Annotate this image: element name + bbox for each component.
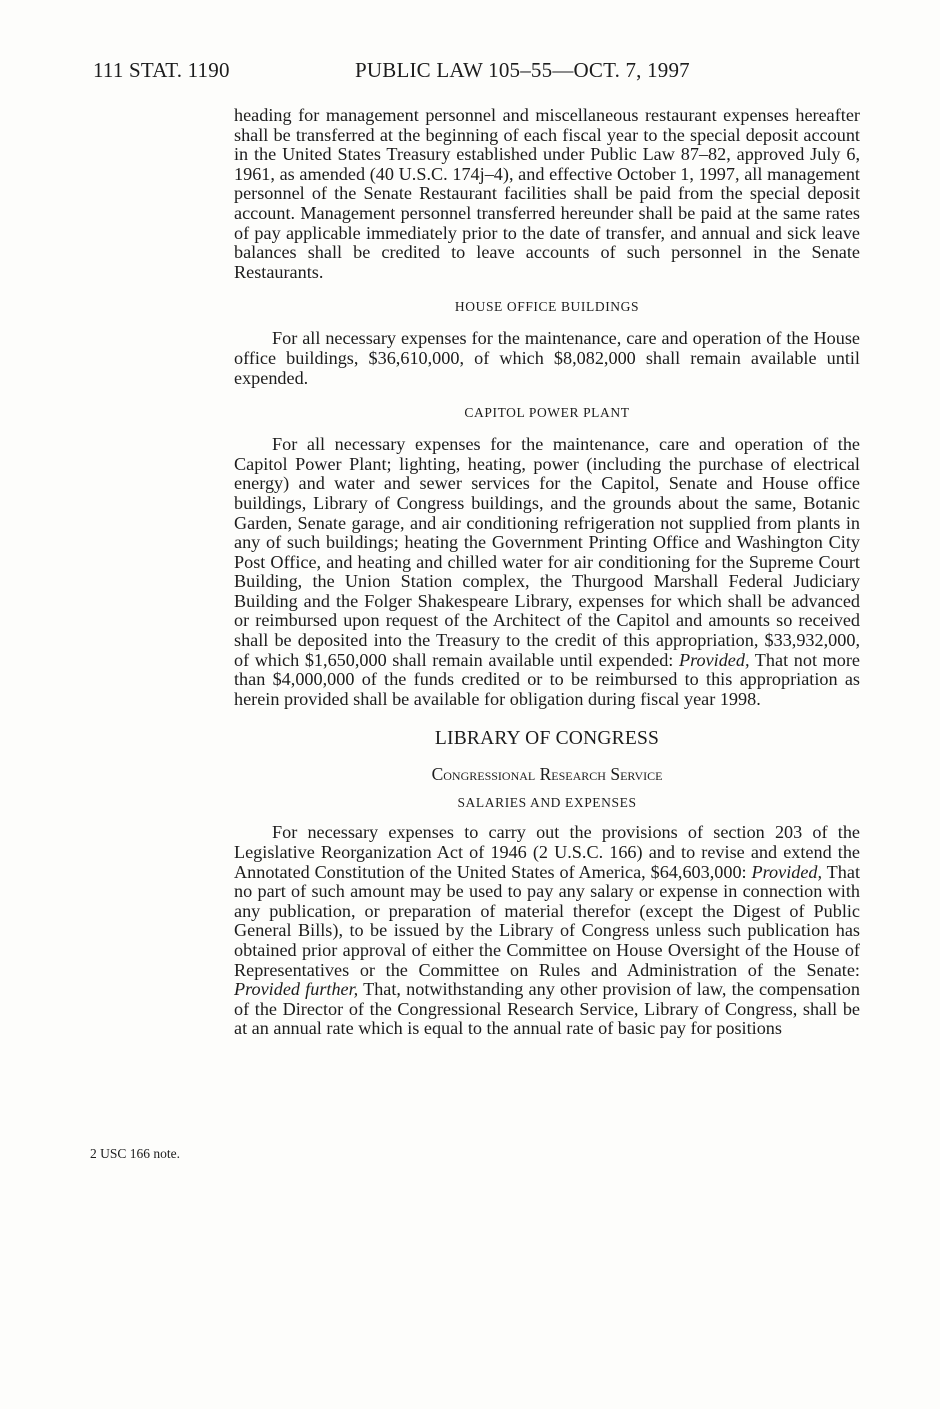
capitol-power-text-b: That not more than $4,000,000 of the funds credited or to be reimbursed to this appropriation as herein provided shall be available for obligation during fiscal year 1998. bbox=[234, 649, 860, 709]
public-law-title: PUBLIC LAW 105–55—OCT. 7, 1997 bbox=[355, 58, 690, 82]
crs-text-b: That no part of such amount may be used to pay any salary or expense in connection with any publication, or preparation of material therefor (except the Digest of Public General Bills), to be issued by the Library of Congress unless such publication has obtained prior approval of either the Committee on House Oversight of the House of Representatives or the Committee on Rules and Administration of the Senate: bbox=[234, 861, 860, 980]
capitol-power-provided: Provided, bbox=[678, 649, 750, 670]
crs-provided: Provided, bbox=[751, 861, 823, 882]
crs-provided-further: Provided further, bbox=[234, 979, 359, 1000]
library-heading: LIBRARY OF CONGRESS bbox=[434, 728, 660, 750]
statute-citation: 111 STAT. 1190 bbox=[93, 58, 230, 82]
salaries-heading: SALARIES AND EXPENSES bbox=[457, 795, 637, 811]
capitol-power-heading: CAPITOL POWER PLANT bbox=[464, 405, 630, 421]
page-header bbox=[93, 58, 873, 88]
crs-text-a: For necessary expenses to carry out the provisions of section 203 of the Legislative Reorganization Act of 1946 (2 U.S.C. 166) and to revise and extend the Annotated Constitution of the United States of America, $64,603,000: bbox=[234, 822, 860, 882]
house-office-heading: HOUSE OFFICE BUILDINGS bbox=[454, 299, 640, 315]
crs-text-c: That, notwithstanding any other provision of law, the compensation of the Director of the Congressional Research Service, Library of Congress, shall be at an annual rate which is equal to the annual rate of basic pay for positions bbox=[234, 979, 860, 1039]
house-office-paragraph: For all necessary expenses for the maintenance, care and operation of the House office buildings, $36,610,000, of which $8,082,000 shall remain available until expended. bbox=[234, 328, 860, 388]
margin-note: 2 USC 166 note. bbox=[90, 1146, 181, 1161]
capitol-power-paragraph bbox=[234, 435, 860, 709]
document-body bbox=[234, 106, 860, 1039]
capitol-power-text-a: For all necessary expenses for the maintenance, care and operation of the Capitol Power Plant; lighting, heating, power (including the purchase of electrical energy) and water and sewer services for the Capitol, Senate and House office buildings, Library of Congress buildings, and the grounds about the same, Botanic Garden, Senate garage, and air conditioning refrigeration not supplied from plants in any of such buildings; heating the Government Printing Office and Washington City Post Office, and heating and chilled water for air conditioning for the Supreme Court Building, the Union Station complex, the Thurgood Marshall Federal Judiciary Building and the Folger Shakespeare Library, expenses for which shall be advanced or reimbursed upon request of the Architect of the Capitol and amounts so received shall be deposited into the Treasury to the credit of this appropriation, $33,932,000, of which $1,650,000 shall remain available until expended: bbox=[234, 434, 860, 670]
crs-heading: Congressional Research Service bbox=[431, 764, 663, 785]
intro-paragraph: heading for management personnel and miscellaneous restaurant expenses hereafter shall be transferred at the beginning of each fiscal year to the special deposit account in the United States Treasury established under Public Law 87–82, approved July 6, 1961, as amended (40 U.S.C. 174j–4), and effective October 1, 1997, all management personnel of the Senate Restaurant facilities shall be paid from the special deposit account. Management personnel transferred hereunder shall be paid at the same rates of pay applicable immediately prior to the date of transfer, and annual and sick leave balances shall be credited to leave accounts of such personnel in the Senate Restaurants. bbox=[234, 105, 860, 282]
crs-paragraph bbox=[234, 823, 860, 1039]
